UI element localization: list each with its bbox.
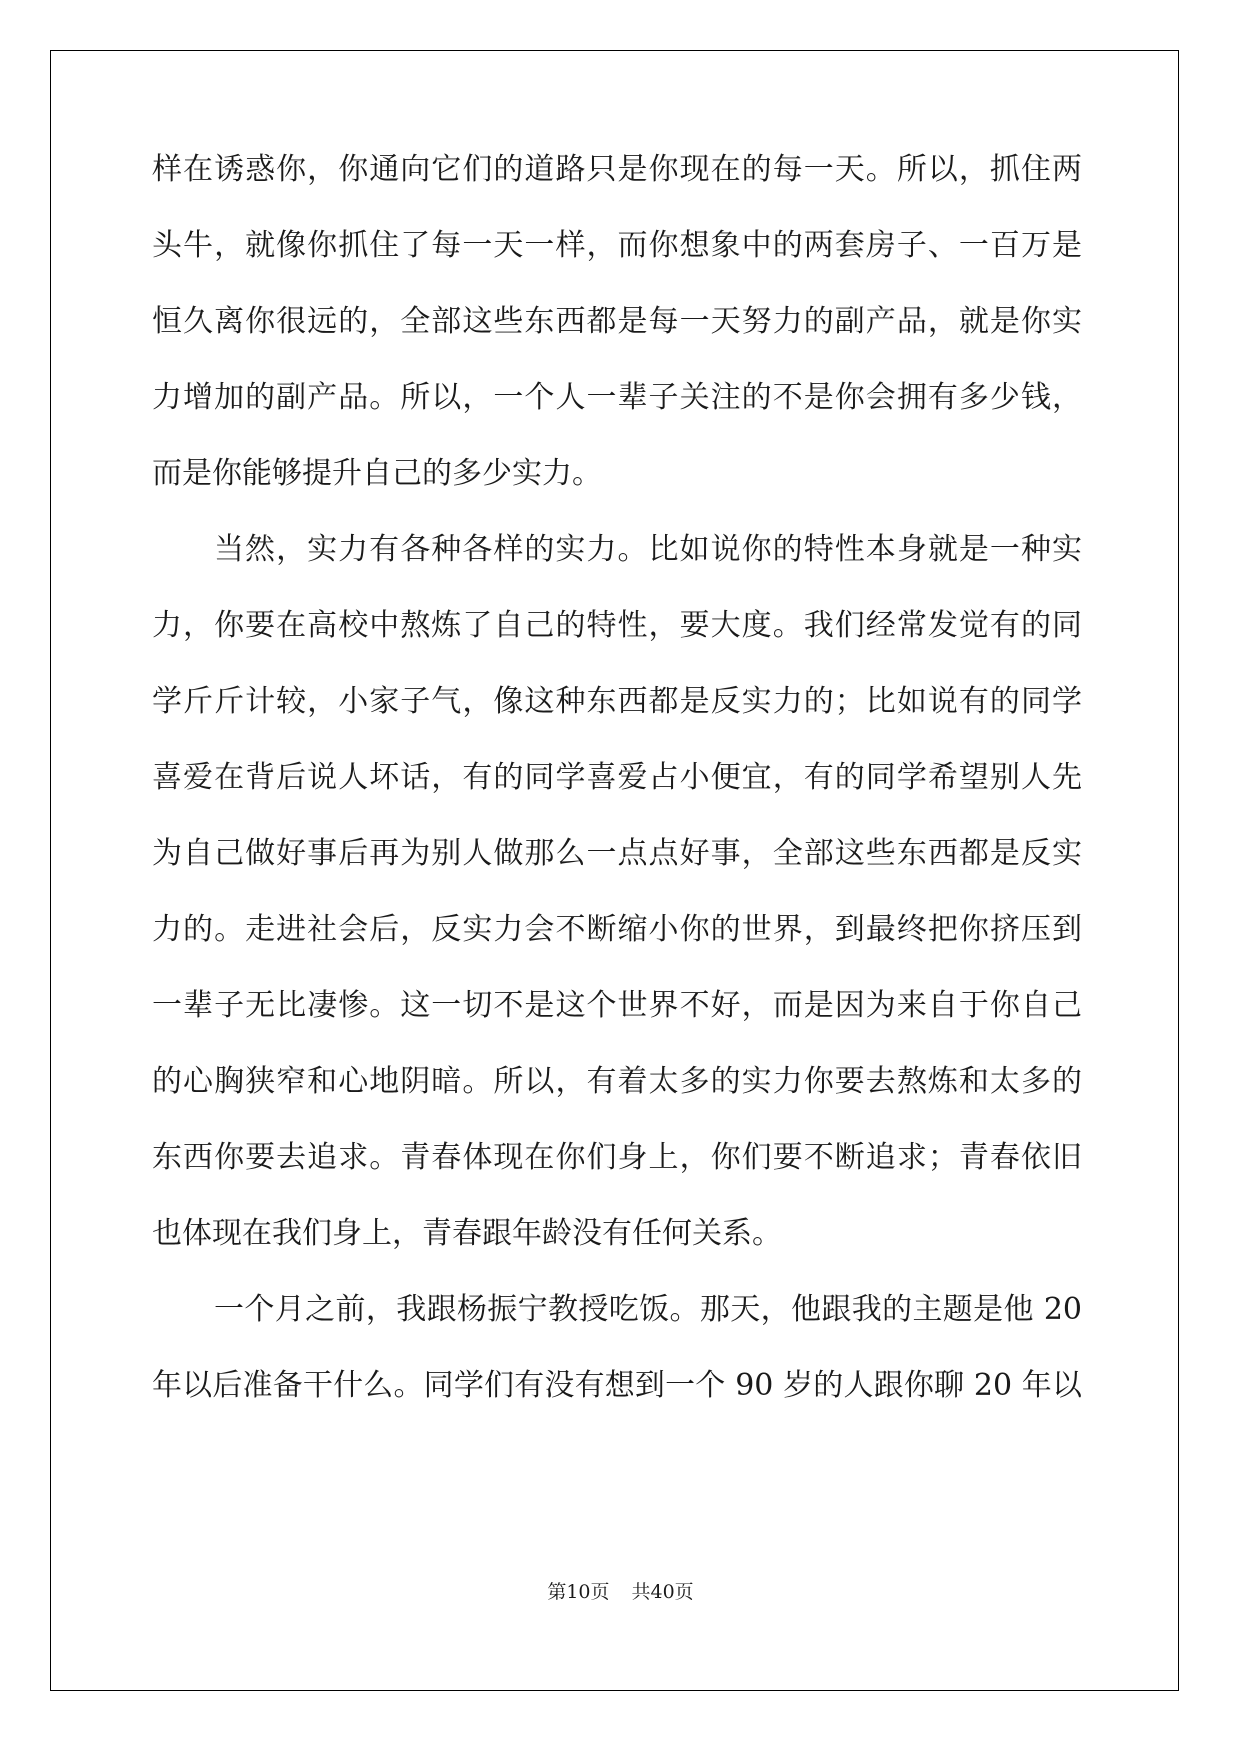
text-line: 恒久离你很远的，全部这些东西都是每一天努力的副产品，就是你实 bbox=[152, 304, 1082, 339]
current-page-number: 第10页 bbox=[547, 1581, 610, 1603]
text-line: 样在诱惑你，你通向它们的道路只是你现在的每一天。所以，抓住两 bbox=[152, 152, 1082, 187]
text-line: 力增加的副产品。所以，一个人一辈子关注的不是你会拥有多少钱， bbox=[152, 380, 1082, 415]
total-pages: 共40页 bbox=[631, 1581, 694, 1603]
text-line: 也体现在我们身上，青春跟年龄没有任何关系。 bbox=[152, 1216, 782, 1251]
text-line: 一个月之前，我跟杨振宁教授吃饭。那天，他跟我的主题是他 20 bbox=[214, 1292, 1082, 1327]
text-line: 力的。走进社会后，反实力会不断缩小你的世界，到最终把你挤压到 bbox=[152, 912, 1082, 947]
text-line: 喜爱在背后说人坏话，有的同学喜爱占小便宜，有的同学希望别人先 bbox=[152, 760, 1082, 795]
text-line: 的心胸狭窄和心地阴暗。所以，有着太多的实力你要去熬炼和太多的 bbox=[152, 1064, 1082, 1099]
text-line: 年以后准备干什么。同学们有没有想到一个 90 岁的人跟你聊 20 年以 bbox=[152, 1368, 1082, 1403]
text-line: 头牛，就像你抓住了每一天一样，而你想象中的两套房子、一百万是 bbox=[152, 228, 1082, 263]
page-footer bbox=[0, 1577, 1241, 1604]
text-line: 当然，实力有各种各样的实力。比如说你的特性本身就是一种实 bbox=[214, 532, 1082, 567]
text-line: 一辈子无比凄惨。这一切不是这个世界不好，而是因为来自于你自己 bbox=[152, 988, 1082, 1023]
text-line: 学斤斤计较，小家子气，像这种东西都是反实力的；比如说有的同学 bbox=[152, 684, 1082, 719]
text-line: 东西你要去追求。青春体现在你们身上，你们要不断追求；青春依旧 bbox=[152, 1140, 1082, 1175]
text-line: 力，你要在高校中熬炼了自己的特性，要大度。我们经常发觉有的同 bbox=[152, 608, 1082, 643]
text-line: 而是你能够提升自己的多少实力。 bbox=[152, 456, 602, 491]
text-line: 为自己做好事后再为别人做那么一点点好事，全部这些东西都是反实 bbox=[152, 836, 1082, 871]
